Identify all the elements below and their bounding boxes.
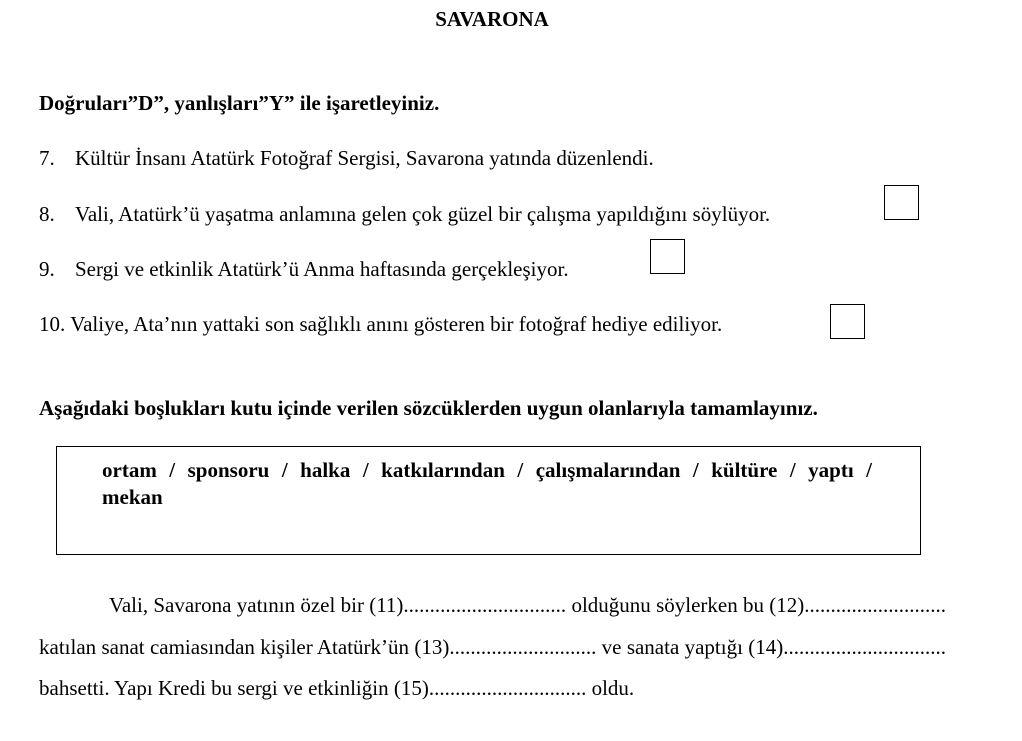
question-text: Kültür İnsanı Atatürk Fotoğraf Sergisi, Savarona yatında düzenlendi. xyxy=(75,146,654,170)
question-text: Vali, Atatürk’ü yaşatma anlamına gelen çok güzel bir çalışma yapıldığını söylüyor. xyxy=(75,202,771,226)
question-number: 10. xyxy=(39,312,66,336)
question-number: 7. xyxy=(39,146,55,170)
question-10 xyxy=(39,312,722,337)
question-number: 9. xyxy=(39,257,55,281)
question-text: Valiye, Ata’nın yattaki son sağlıklı anını gösteren bir fotoğraf hediye ediliyor. xyxy=(70,312,723,336)
true-false-instruction: Doğruları”D”, yanlışları”Y” ile işaretleyiniz. xyxy=(39,91,440,115)
question-text: Sergi ve etkinlik Atatürk’ü Anma haftasında gerçekleşiyor. xyxy=(75,257,569,281)
question-9 xyxy=(39,257,569,282)
fill-blank-paragraph: Vali, Savarona yatının özel bir (11)............................... olduğunu söylerken bu (12)........................... katılan sanat camiasından kişiler Atatürk’ün (13)............................ ve sanata yaptığı (14)............................... bahsetti. Yapı Kredi bu sergi ve etkinliğin (15).............................. oldu. xyxy=(39,593,946,700)
word-bank: ortam / sponsoru / halka / katkılarından / çalışmalarından / kültüre / yaptı / mekan xyxy=(102,458,872,509)
answer-box-9[interactable] xyxy=(650,239,685,274)
answer-box-8[interactable] xyxy=(884,185,919,220)
page-title: SAVARONA xyxy=(435,7,549,31)
answer-box-10[interactable] xyxy=(830,304,865,339)
word-bank-box xyxy=(56,446,921,555)
question-7 xyxy=(39,146,654,171)
question-8 xyxy=(39,202,770,227)
fill-blank-instruction: Aşağıdaki boşlukları kutu içinde verilen sözcüklerden uygun olanlarıyla tamamlayınız. xyxy=(39,396,818,420)
question-number: 8. xyxy=(39,202,55,226)
